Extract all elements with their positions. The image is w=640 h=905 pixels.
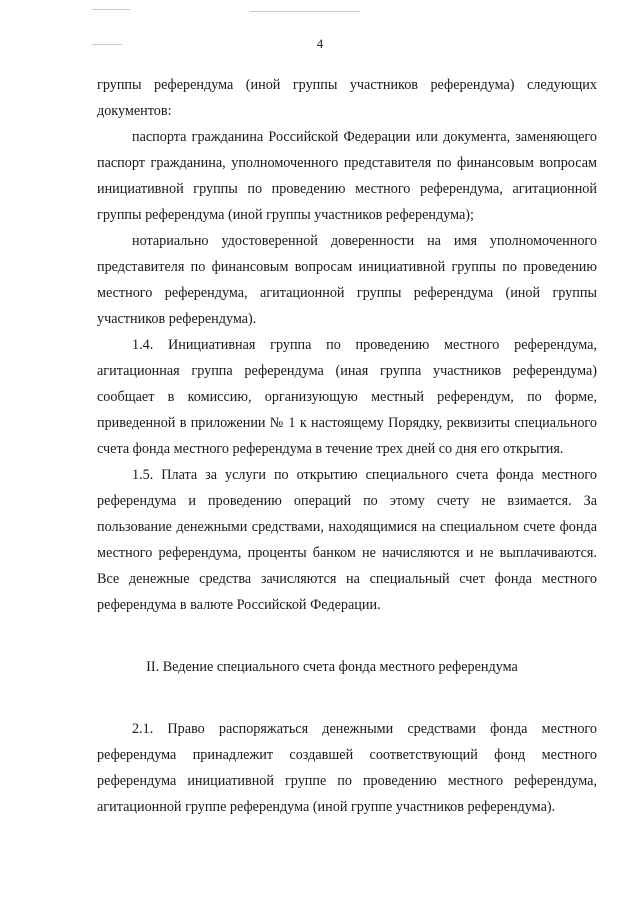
paragraph-1-4: 1.4. Инициативная группа по проведению местного референдума, агитационная группа референдума (иная группа участников референдума) сообщает в комиссию, организующую местный референдум, по форме, приведенной в приложении № 1 к настоящему Порядку, реквизиты специального счета фонда местного референдума в течение трех дней со дня его открытия. bbox=[97, 337, 597, 457]
paragraph-passport: паспорта гражданина Российской Федерации или документа, заменяющего паспорт гражданина, уполномоченного представителя по финансовым вопросам инициативной группы по проведению местного референдума, агитационной группы референдума (иной группы участников референдума); bbox=[97, 129, 597, 223]
section-heading: II. Ведение специального счета фонда местного референдума bbox=[146, 659, 518, 675]
scan-artifact bbox=[92, 9, 130, 10]
paragraph-continuation: группы референдума (иной группы участников референдума) следующих документов: bbox=[97, 77, 597, 119]
page-number: 4 bbox=[316, 36, 324, 51]
document-body bbox=[97, 72, 597, 820]
paragraph-2-1: 2.1. Право распоряжаться денежными средствами фонда местного референдума принадлежит создавшей соответствующий фонд местного референдума инициативной группе по проведению местного референдума, агитационной группе референдума (иной группе участников референдума). bbox=[97, 721, 597, 815]
scan-artifact bbox=[250, 11, 360, 12]
paragraph-power-of-attorney: нотариально удостоверенной доверенности на имя уполномоченного представителя по финансовым вопросам инициативной группы по проведению местного референдума, агитационной группы референдума (иной группы участников референдума). bbox=[97, 233, 597, 327]
paragraph-1-5: 1.5. Плата за услуги по открытию специального счета фонда местного референдума и проведению операций по этому счету не взимается. За пользование денежными средствами, находящимися на специальном счете фонда местного референдума, проценты банком не начисляются и не выплачиваются. Все денежные средства зачисляются на специальный счет фонда местного референдума в валюте Российской Федерации. bbox=[97, 467, 597, 613]
